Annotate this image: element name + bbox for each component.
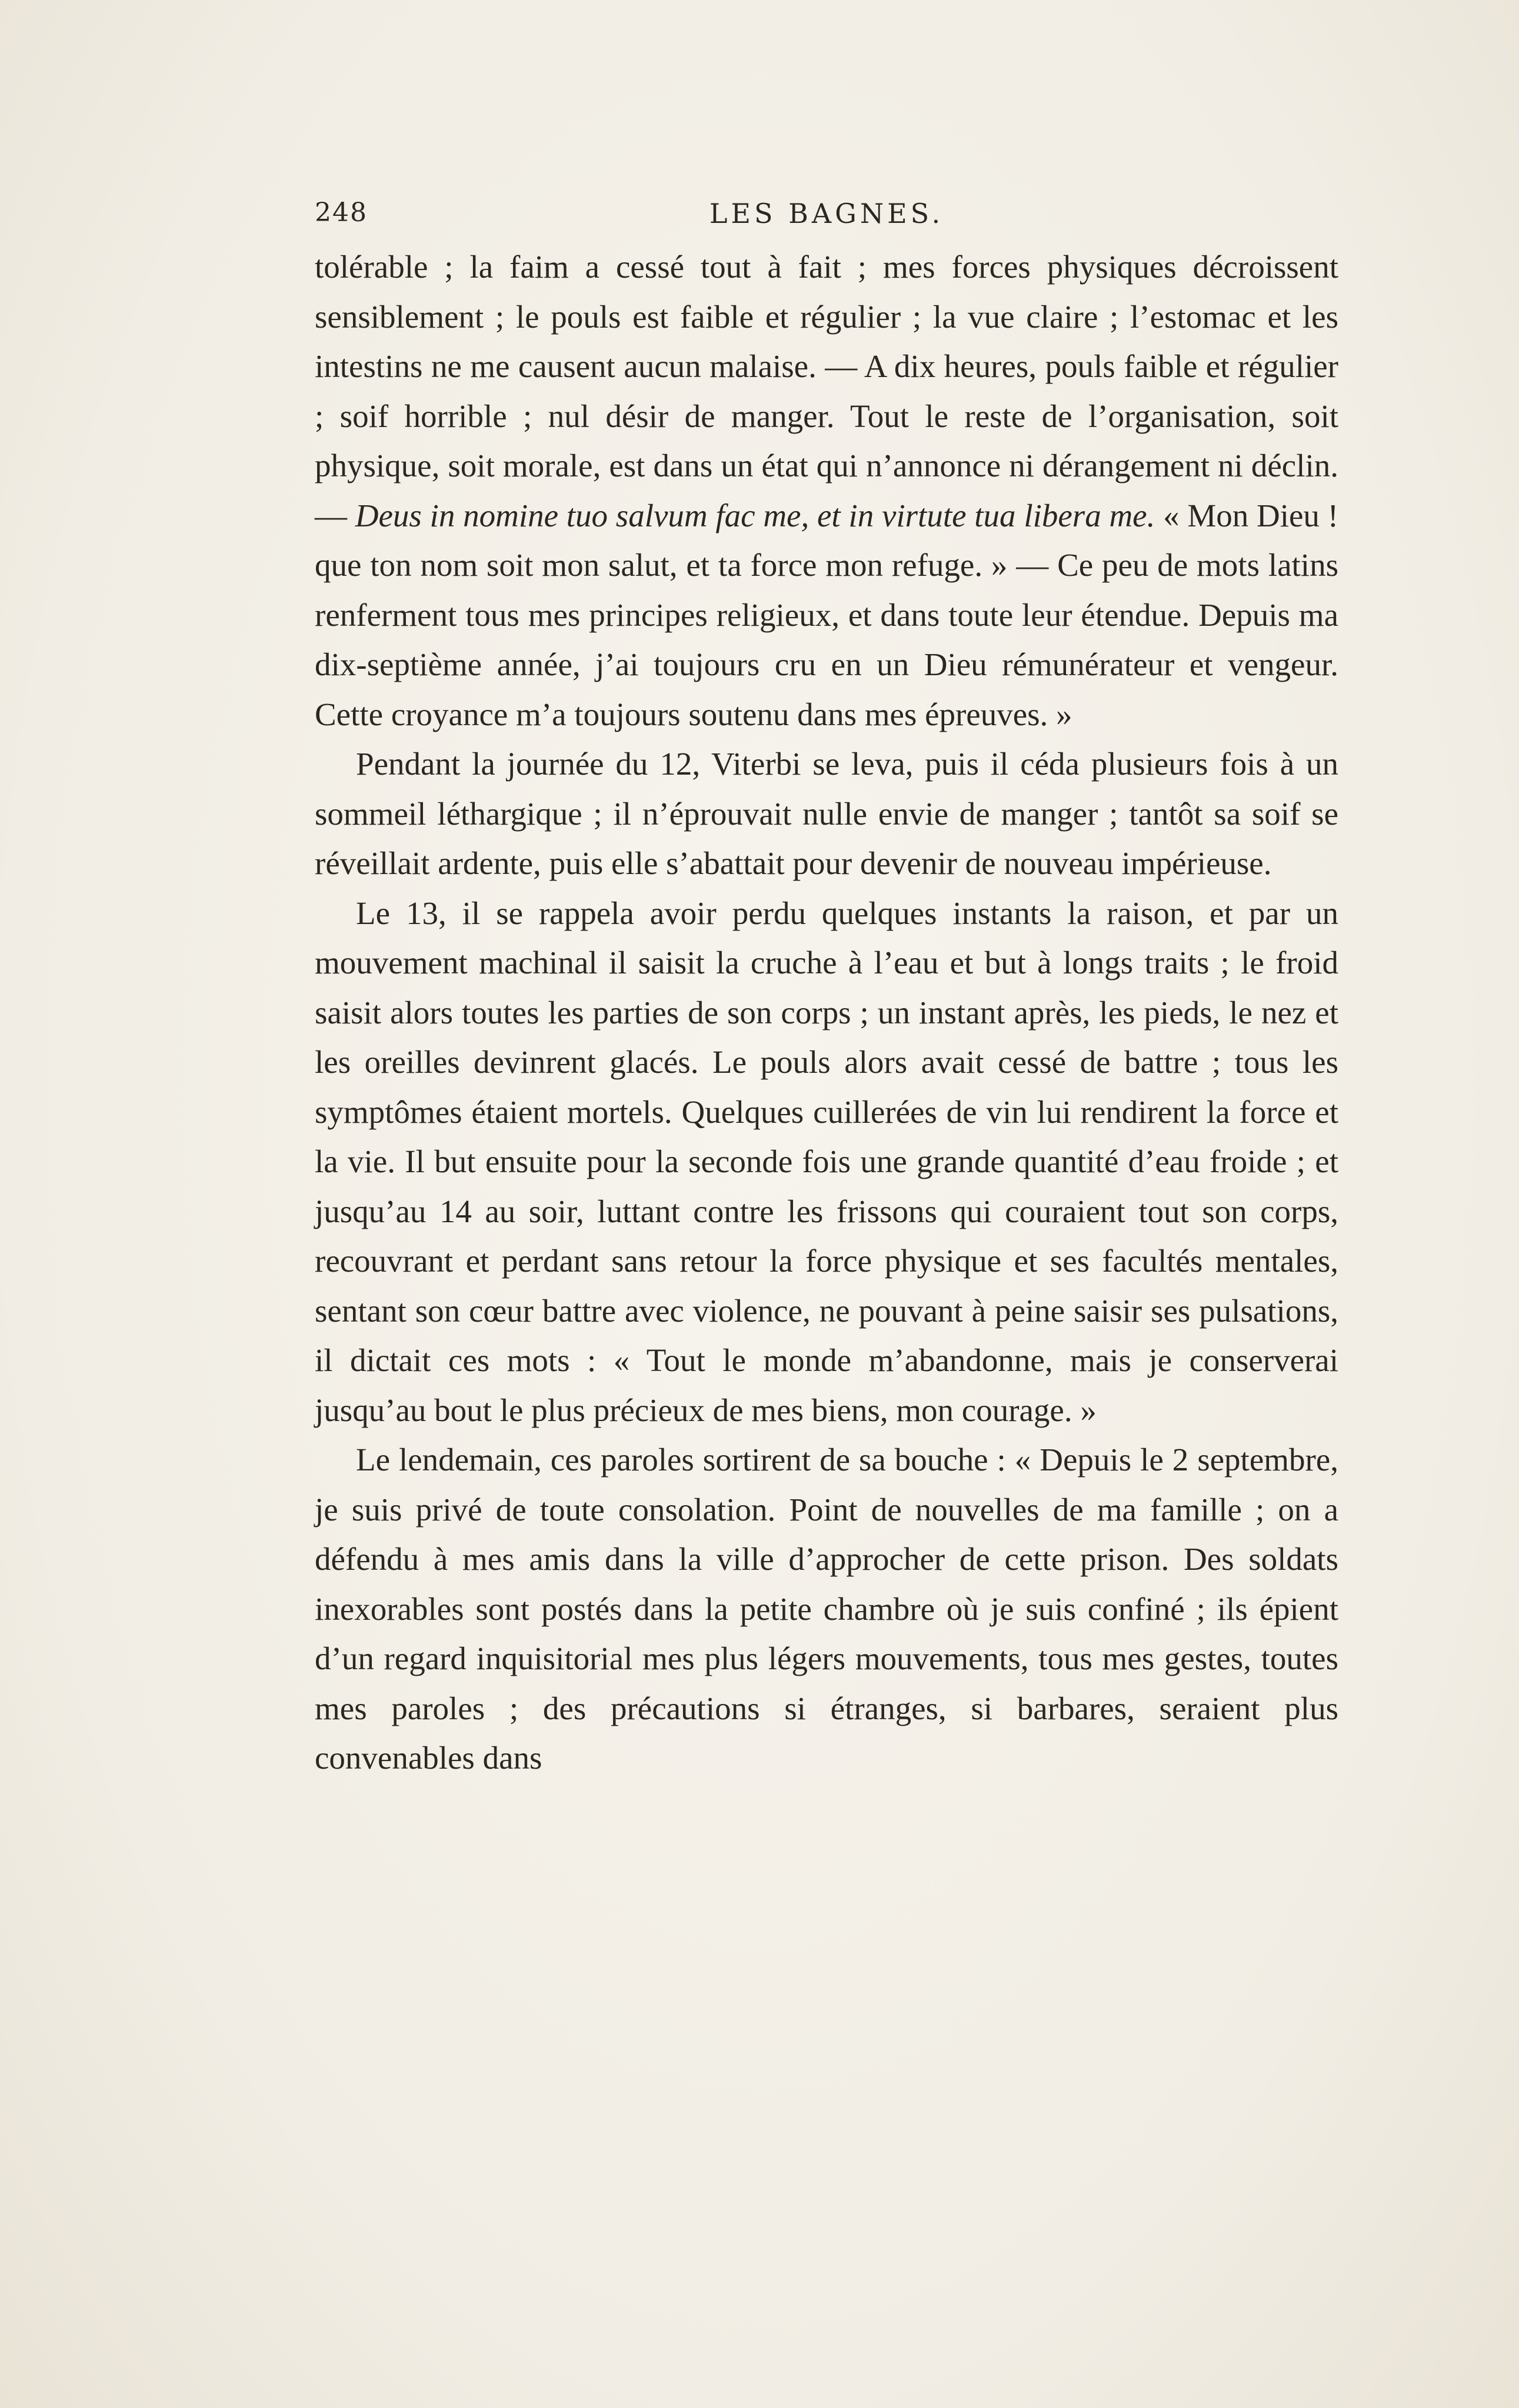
running-title: LES BAGNES. [709,198,944,229]
page-header [315,198,1338,239]
paragraph: Pendant la journée du 12, Viterbi se leva, puis il céda plusieurs fois à un sommeil léthargique ; il n’éprouvait nulle envie de manger ; tantôt sa soif se réveillait ardente, puis elle s’abattait pour devenir de nouveau impérieuse. [315,746,1338,881]
paragraph-text: tolérable ; la faim a cessé tout à fait ; mes forces physiques décroissent sensiblement ; le pouls est faible et régulier ; la vue claire ; l’estomac et les intestins ne me causent aucun malaise. — A dix heures, pouls faible et régulier ; soif horrible ; nul désir de manger. Tout le reste de l’organisation, soit physique, soit morale, est dans un état qui n’annonce ni dérangement ni déclin. — [315,249,1338,533]
page-number: 248 [315,198,368,228]
paragraph: Le 13, il se rappela avoir perdu quelques instants la raison, et par un mouvement machinal il saisit la cruche à l’eau et but à longs traits ; le froid saisit alors toutes les parties de son corps ; un instant après, les pieds, le nez et les oreilles devinrent glacés. Le pouls alors avait cessé de battre ; tous les symptômes étaient mortels. Quelques cuillerées de vin lui rendirent la force et la vie. Il but ensuite pour la seconde fois une grande quantité d’eau froide ; et jusqu’au 14 au soir, luttant contre les frissons qui couraient tout son corps, recouvrant et perdant sans retour la force physique et ses facultés mentales, sentant son cœur battre avec violence, ne pouvant à peine saisir ses pulsations, il dictait ces mots : « Tout le monde m’abandonne, mais je conserverai jusqu’au bout le plus précieux de mes biens, mon courage. » [315,895,1338,1428]
body-text [315,242,1338,1783]
paragraph: Le lendemain, ces paroles sortirent de sa bouche : « Depuis le 2 septembre, je suis privé de toute consolation. Point de nouvelles de ma famille ; on a défendu à mes amis dans la ville d’approcher de cette prison. Des soldats inexorables sont postés dans la petite chambre où je suis confiné ; ils épient d’un regard inquisitorial mes plus légers mouvements, tous mes gestes, toutes mes paroles ; des précautions si étranges, si barbares, seraient plus convenables dans [315,1442,1338,1776]
paragraph-continuation [315,242,1338,739]
paragraph-text: « Mon Dieu ! que ton nom soit mon salut, et ta force mon refuge. » — Ce peu de mots latins renferment tous mes principes religieux, et dans toute leur étendue. Depuis ma dix-septième année, j’ai toujours cru en un Dieu rémunérateur et vengeur. Cette croyance m’a toujours soutenu dans mes épreuves. » [315,497,1339,732]
latin-quote: Deus in nomine tuo salvum fac me, et in virtute tua libera me. [355,497,1155,533]
